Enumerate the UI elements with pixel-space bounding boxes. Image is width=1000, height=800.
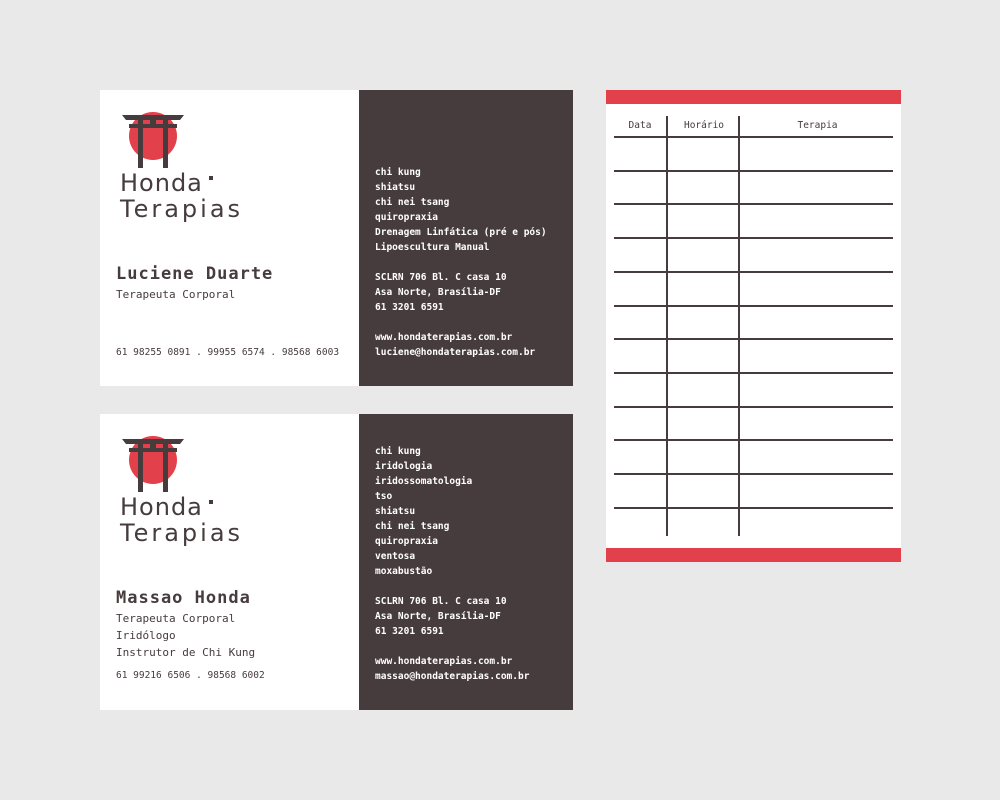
service-item: Lipoescultura Manual bbox=[375, 242, 490, 253]
role-item: Terapeuta Corporal bbox=[116, 612, 236, 625]
business-card-massao bbox=[100, 414, 573, 710]
service-item: quiropraxia bbox=[375, 536, 438, 547]
website-link[interactable]: www.hondaterapias.com.br bbox=[375, 656, 513, 667]
brand-dot bbox=[209, 500, 213, 504]
role-item: Terapeuta Corporal bbox=[116, 288, 236, 301]
service-item: iridologia bbox=[375, 461, 433, 472]
email-link[interactable]: massao@hondaterapias.com.br bbox=[375, 671, 530, 682]
brand-name-line1: Honda bbox=[120, 169, 203, 197]
appointment-table bbox=[614, 116, 893, 536]
role-item: Iridólogo bbox=[116, 629, 176, 642]
service-item: chi kung bbox=[375, 167, 421, 178]
table-row-line bbox=[614, 271, 893, 273]
brand-logo bbox=[120, 430, 270, 550]
services-list bbox=[375, 165, 573, 255]
table-row-line bbox=[614, 473, 893, 475]
person-name: Luciene Duarte bbox=[116, 264, 274, 284]
service-item: chi nei tsang bbox=[375, 521, 450, 532]
table-row-line bbox=[614, 170, 893, 172]
table-row-line bbox=[614, 507, 893, 509]
web-block bbox=[375, 654, 573, 684]
address-line: Asa Norte, Brasília-DF bbox=[375, 287, 501, 298]
header-row-line bbox=[614, 136, 893, 138]
phone-line: 61 3201 6591 bbox=[375, 302, 444, 313]
torii-logo-icon bbox=[120, 106, 186, 170]
appointment-card bbox=[606, 90, 901, 562]
card-back bbox=[359, 90, 573, 386]
address-block bbox=[375, 270, 573, 315]
card-back bbox=[359, 414, 573, 710]
service-item: iridossomatologia bbox=[375, 476, 473, 487]
role-list bbox=[116, 286, 235, 303]
website-link[interactable]: www.hondaterapias.com.br bbox=[375, 332, 513, 343]
card-front bbox=[100, 90, 359, 386]
phone-numbers: 61 98255 0891 . 99955 6574 . 98568 6003 bbox=[116, 347, 340, 358]
table-row-line bbox=[614, 203, 893, 205]
services-list bbox=[375, 444, 573, 579]
sheet-bottom-bar bbox=[606, 548, 901, 562]
address-block bbox=[375, 594, 573, 639]
address-line: Asa Norte, Brasília-DF bbox=[375, 611, 501, 622]
sheet-top-bar bbox=[606, 90, 901, 104]
brand-name-line1: Honda bbox=[120, 493, 203, 521]
column-header-terapia: Terapia bbox=[797, 120, 838, 131]
service-item: shiatsu bbox=[375, 506, 416, 517]
column-header-data: Data bbox=[628, 120, 652, 131]
phone-line: 61 3201 6591 bbox=[375, 626, 444, 637]
address-line: SCLRN 706 Bl. C casa 10 bbox=[375, 596, 507, 607]
table-row-line bbox=[614, 305, 893, 307]
table-row-line bbox=[614, 406, 893, 408]
service-item: moxabustão bbox=[375, 566, 433, 577]
email-link[interactable]: luciene@hondaterapias.com.br bbox=[375, 347, 536, 358]
role-list bbox=[116, 610, 255, 661]
web-block bbox=[375, 330, 573, 360]
table-row-line bbox=[614, 439, 893, 441]
table-row-line bbox=[614, 372, 893, 374]
column-header-horario: Horário bbox=[683, 120, 725, 131]
service-item: shiatsu bbox=[375, 182, 416, 193]
brand-name-line2: Terapias bbox=[120, 195, 244, 223]
service-item: quiropraxia bbox=[375, 212, 438, 223]
person-name: Massao Honda bbox=[116, 588, 251, 608]
brand-name-line2: Terapias bbox=[120, 519, 244, 547]
business-card-luciene bbox=[100, 90, 573, 386]
role-item: Instrutor de Chi Kung bbox=[116, 646, 256, 659]
service-item: tso bbox=[375, 491, 393, 502]
phone-numbers: 61 99216 6506 . 98568 6002 bbox=[116, 670, 265, 681]
card-front bbox=[100, 414, 359, 710]
service-item: ventosa bbox=[375, 551, 416, 562]
table-row-line bbox=[614, 237, 893, 239]
service-item: chi kung bbox=[375, 446, 421, 457]
table-row-line bbox=[614, 338, 893, 340]
service-item: Drenagem Linfática (pré e pós) bbox=[375, 227, 547, 238]
brand-dot bbox=[209, 176, 213, 180]
address-line: SCLRN 706 Bl. C casa 10 bbox=[375, 272, 507, 283]
service-item: chi nei tsang bbox=[375, 197, 450, 208]
torii-logo-icon bbox=[120, 430, 186, 494]
brand-logo bbox=[120, 106, 270, 226]
